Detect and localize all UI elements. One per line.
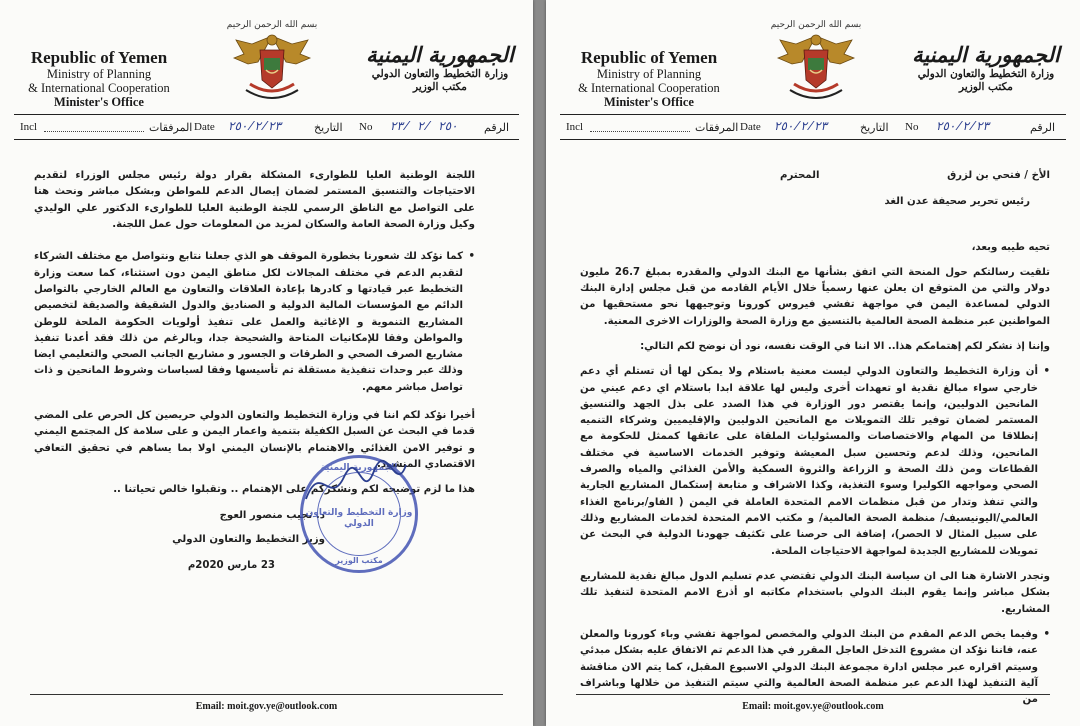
letterhead-en-office: Minister's Office <box>604 95 694 110</box>
ref-handwritten-date: ٢٥٠/٢/٢٣ <box>774 120 828 134</box>
right-letter-body <box>580 168 1050 717</box>
emblem-basmala: بسم الله الرحمن الرحيم <box>770 20 862 30</box>
left-closing-line: هذا ما لزم توضيحه لكم ونشكركم على الإهتمام .. وتقبلوا خالص تحياتنا .. <box>113 484 475 496</box>
ref-no-label: No <box>905 121 919 133</box>
yemen-emblem-icon <box>766 14 866 110</box>
letter-page-right <box>546 0 1080 726</box>
left-paragraph-3: أخيرا نؤكد لكم اننا في وزارة التخطيط والتعاون الدولي حريصين كل الحرص على المضي قدما في البحث عن السبل الكفيلة بتنمية واعمار اليمن و على سلامة كل المجتمع اليمني و توفير الامن الغذائي والاهتمام بالإنسان اليمني اولا بما يساهم في تحقيق التعافي الاقتصادي المنشود. <box>34 410 475 470</box>
ref-date-label: Date <box>740 121 761 133</box>
ref-attachments-label: المرفقات <box>149 122 193 134</box>
yemen-emblem-icon <box>222 14 322 110</box>
ref-incl-label: Incl <box>20 121 38 133</box>
ref-attachments-label: المرفقات <box>695 122 739 134</box>
reference-bar <box>14 114 519 140</box>
handwritten-signature-icon <box>300 455 410 515</box>
right-paragraph-3: وتجدر الاشارة هنا الى ان سياسة البنك الدولي تقتضي عدم تسليم الدول مبالغ نقدية للمشاريع بشكل مباشر وإنما يقوم البنك الدولي باستخدام مكاتبه او أذرع الامم المتحدة لتنفيذ تلك المشاريع. <box>580 570 1050 615</box>
letterhead-ar-ministry: وزارة التخطيط والتعاون الدولي <box>371 68 509 81</box>
ref-no-label: No <box>359 121 373 133</box>
reference-bar <box>560 114 1066 140</box>
right-paragraph-2: وإننا إذ نشكر لكم إهتمامكم هذا.. الا اننا في الوقت نفسه، نود أن نوضح لكم التالي: <box>640 340 1050 352</box>
ref-handwritten-number: ٢٥٠ /٢ /٢٣ <box>390 120 458 134</box>
left-paragraph-2: • كما نؤكد لك شعورنا بخطورة الموقف هو الذي جعلنا نتابع ونتواصل مع مختلف الشركاء لتقديم الدعم في مختلف المجالات لكل مناطق اليمن دون استثناء، كما سعت وزارة التخطيط عبر قيادتها و كادرها بإعادة العلاقات والتعاون مع العالم الخارجي بالتواصل الدائم مع المؤسسات المالية الدولية و الصناديق والدول الشقيقة والصديقة لتخصيص المشاريع التنموية و الإغاثية والعمل على تنفيذ أولويات الحكومة الملحة للوطن والمواطن وفقا للإمكانيات المتاحة والشحيحة جدا، وبالرغم من ذلك فقد أعدنا تنفيذ مشاريع الصرف الصحي و الطرقات و الجسور و مشاريع الجانب الصحي والتعليمي ايضا وذلك عبر وحدات تنفيذية مستقلة تم تأسيسها وفقا لسياسات وشروط المانحين و ذات تواصل مباشر معهم. <box>34 249 475 396</box>
right-bullet-1: • أن وزارة التخطيط والتعاون الدولي ليست معنية باستلام ولا يمكن لها أن تستلم أي دعم خارجي سواء مبالغ نقدية او تعهدات أخرى وليس لها علاقة ابدا باستلام اي دعم عيني من المانحين الدوليين، وإنما يقتصر دور الوزارة في هذا الصدد على بذل الجهد والتنسيق المستمر لضمان توفير تلك التمويلات مع المانحين الدوليين والإقليميين وشركاء التنميه إنطلاقا من المهام والاختصاصات والمسئوليات الملقاة على عاتقها كممثل للحكومة مع المانحين، وذلك لدعم وتحسين سبل المعيشة وتوفير الخدمات الاساسية في مختلف القطاعات ومن ذلك الصحة و الزراعة والثروة السمكية والأمن الغذائي والمياه والصرف الصحي ومواجهه الكوليرا وسوء التغذية، وكذا الاشراف و متابعة إستكمال المشاريع الجارية والتي تنفذ وتدار من قبل منظمات الامم المتحدة العاملة في اليمن ( الفاو/برنامج الغذاء العالمي/اليونيسيف/ منظمة الصحة العالمية/ و مكتب الامم المتحدة لخدمات المشاريع وذلك على سبيل المثال لا الحصر)، إضافة الى حرصنا على تكثيف جهودنا الدولية في البحث عن تمويلات للمشاريع الجديدة لمواجهة الاحتياجات الملحة. <box>580 364 1050 560</box>
ref-handwritten-number: ٢٥٠/٢/٢٣ <box>936 120 990 134</box>
ref-number-ar-label: الرقم <box>484 122 510 134</box>
ref-handwritten-date: ٢٥٠/٢/٢٣ <box>228 120 282 134</box>
letterhead-english <box>4 48 194 109</box>
signature-date: 23 مارس 2020م <box>187 560 275 572</box>
letterhead-ar-office: مكتب الوزير <box>413 81 467 94</box>
letterhead-ar-office: مكتب الوزير <box>959 81 1013 94</box>
letterhead-en-title: Republic of Yemen <box>30 48 168 67</box>
letterhead-en-title: Republic of Yemen <box>580 48 718 67</box>
recipient-name: الأخ / فتحي بن لزرق <box>947 170 1050 181</box>
letterhead-en-ministry: Ministry of Planning <box>46 67 152 82</box>
left-paragraph-1: اللجنة الوطنية العليا للطوارىء المشكلة بقرار دولة رئيس مجلس الوزراء لتقديم الاحتياجات والتنسيق المستمر لضمان إيصال الدعم للمواطن وبشكل مباشر ونحث هنا على التواصل مع الناطق الرسمي للجنة الوطنية العليا للطوارىء الدكتور علي الوليدي وكيل وزارة الصحة العامة والسكان لمزيد من المعلومات حول عمل اللجنة. <box>34 170 475 230</box>
letterhead-arabic <box>906 42 1066 95</box>
footer-email: Email: moit.gov.ye@outlook.com <box>546 701 1080 712</box>
ref-date-ar-label: التاريخ <box>314 122 343 134</box>
right-bullet-2: • وفيما يخص الدعم المقدم من البنك الدولي والمخصص لمواجهة تفشي وباء كورونا والمعلن عنه، فاننا نؤكد ان مشروع التدخل العاجل المقرر في هذا الدعم تم الاتفاق عليه بشكل مبدئي وسيتم اقراره عبر مجلس ادارة مجموعة البنك الدولي الاسبوع المقبل، كما يتم الان مناقشة آلية التنفيذ لهذا الدعم عبر منظمة الصحة العالمية والتي سيتم التنفيذ من خلالها وباشراف من <box>580 627 1050 709</box>
recipient-title: رئيس تحرير صحيفة عدن الغد <box>884 196 1030 207</box>
signatory-name: د. نجيب منصور العوج <box>219 509 325 521</box>
footer-email: Email: moit.gov.ye@outlook.com <box>0 701 533 712</box>
letterhead-ar-title: الجمهورية اليمنية <box>912 42 1060 67</box>
respect-word: المحترم <box>780 170 820 181</box>
signatory-title: وزير التخطيط والتعاون الدولي <box>172 533 325 545</box>
emblem-basmala: بسم الله الرحمن الرحيم <box>226 20 318 30</box>
stamp-middle-text: وزارة التخطيط والتعاون الدولي <box>305 508 413 529</box>
letterhead-ar-title: الجمهورية اليمنية <box>366 42 514 67</box>
stamp-bottom-text: مكتب الوزير <box>335 556 383 565</box>
salutation-line <box>580 168 1050 186</box>
ref-date-ar-label: التاريخ <box>860 122 889 134</box>
letterhead-en-cooperation: & International Cooperation <box>28 81 170 96</box>
letter-page-left <box>0 0 533 726</box>
letterhead-en-ministry: Ministry of Planning <box>596 67 702 82</box>
ref-incl-label: Incl <box>566 121 584 133</box>
stamp-top-text: الجمهورية اليمنية <box>320 463 398 473</box>
letterhead-en-office: Minister's Office <box>54 95 144 110</box>
letterhead-ar-ministry: وزارة التخطيط والتعاون الدولي <box>917 68 1055 81</box>
letterhead-en-cooperation: & International Cooperation <box>578 81 720 96</box>
right-paragraph-1: تلقيت رسالتكم حول المنحة التي اتفق بشأنها مع البنك الدولي والمقدره بمبلغ 26.7 مليون دولار والتي من المتوقع ان يعلن عنها رسمياً خلال الأيام القادمه من قبل مجلس إدارة البنك الدولي لمساعدة اليمن في مواجهة تفشي فيروس كورونا وتوجيهها نحو مستحقيها من المواطنين عبر منظمة الصحة العالمية بالتنسيق مع وزارة الصحة والوزارات الاخرى المعنية. <box>580 266 1050 327</box>
letterhead-arabic <box>360 42 520 95</box>
letterhead-english <box>554 48 744 109</box>
greeting: تحيه طيبه وبعد، <box>971 242 1050 254</box>
ref-date-label: Date <box>194 121 215 133</box>
ref-number-ar-label: الرقم <box>1030 122 1056 134</box>
